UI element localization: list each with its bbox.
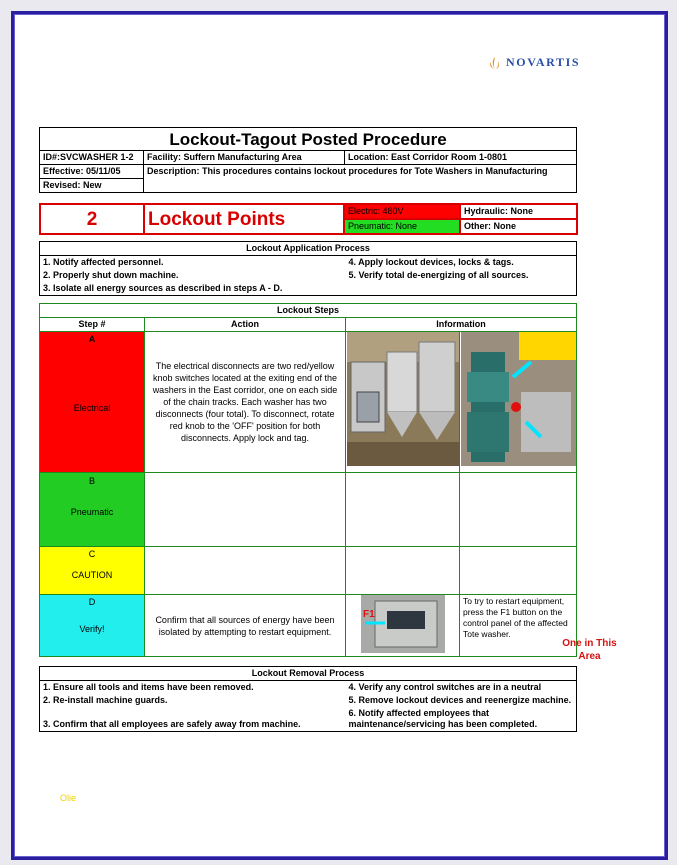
removal-step: 6. Notify affected employees that maintenance/servicing has been completed. (346, 707, 577, 732)
novartis-logo (488, 55, 580, 70)
step-action: The electrical disconnects are two red/yellow knob switches located at the exiting end of the washers in the East corridor, one on each side of the chain tracks. Each washer has two disconnects (four total). To disconnect, rotate red knob to the 'OFF' position for both disconnects. Apply lock and tag. (145, 332, 346, 473)
info-cell (346, 547, 460, 595)
removal-step: 4. Verify any control switches are in a neutral (346, 681, 577, 695)
step-action (145, 473, 346, 547)
step-letter: B (88, 476, 95, 486)
effective-date: Effective: 05/11/05 (40, 165, 144, 179)
location: Location: East Corridor Room 1-0801 (345, 151, 577, 165)
step-row-verify (40, 595, 577, 657)
step-action: Confirm that all sources of energy have been isolated by attempting to restart equipment. (145, 595, 346, 657)
f1-label: F1 (362, 609, 375, 620)
application-process (39, 241, 577, 296)
procedure-id: ID#:SVCWASHER 1-2 (40, 151, 144, 165)
step-row-electrical (40, 332, 577, 473)
application-step: 1. Notify affected personnel. (40, 256, 346, 270)
step-letter: D (88, 597, 96, 607)
removal-process (39, 666, 577, 732)
removal-title: Lockout Removal Process (40, 667, 577, 681)
step-action (145, 547, 346, 595)
lockout-count: 2 (40, 204, 144, 234)
step-row-caution (40, 547, 577, 595)
disconnect-photo-image (461, 332, 576, 466)
step-name: CAUTION (71, 570, 113, 580)
description: Description: This procedures contains lockout procedures for Tote Washers in Manufacturing (144, 165, 577, 193)
callout-label: One in This Area (562, 637, 617, 662)
page-title: Lockout-Tagout Posted Procedure (40, 128, 577, 151)
step-d-cell (40, 595, 145, 657)
footer-watermark: Olie (60, 793, 77, 803)
facility: Facility: Suffern Manufacturing Area (144, 151, 345, 165)
step-letter: A (88, 334, 96, 344)
control-panel-photo (346, 595, 460, 657)
removal-step: 1. Ensure all tools and items have been removed. (40, 681, 346, 695)
pneumatic-source: Pneumatic: None (344, 219, 460, 234)
application-title: Lockout Application Process (40, 242, 577, 256)
step-c-cell (40, 547, 145, 595)
control-panel-image (361, 595, 445, 653)
lockout-steps-table (39, 303, 617, 662)
info-cell (346, 473, 460, 547)
application-step: 3. Isolate all energy sources as described in steps A - D. (40, 282, 577, 296)
application-step: 2. Properly shut down machine. (40, 269, 346, 282)
col-information: Information (346, 318, 577, 332)
removal-step: 2. Re-install machine guards. (40, 694, 346, 707)
revised: Revised: New (40, 179, 144, 193)
step-b-cell (40, 473, 145, 547)
col-action: Action (145, 318, 346, 332)
logo-text: NOVARTIS (506, 55, 581, 69)
washer-photo (346, 332, 460, 473)
step-name: Pneumatic (70, 507, 114, 517)
removal-step: 3. Confirm that all employees are safely away from machine. (40, 707, 346, 732)
step-row-pneumatic (40, 473, 577, 547)
application-step: 5. Verify total de-energizing of all sources. (346, 269, 577, 282)
steps-title: Lockout Steps (40, 304, 577, 318)
electric-source: Electric: 480V (344, 204, 460, 219)
removal-step: 5. Remove lockout devices and reenergize machine. (346, 694, 577, 707)
info-cell (460, 473, 577, 547)
step-a-cell (40, 332, 145, 473)
step-letter: C (88, 549, 96, 559)
step-name: Verify! (79, 624, 105, 634)
lockout-points-label: Lockout Points (144, 204, 344, 234)
novartis-flame-icon (488, 56, 502, 70)
washer-photo-image (347, 332, 459, 466)
hydraulic-source: Hydraulic: None (460, 204, 577, 219)
header-table (39, 127, 577, 193)
lockout-points-table (39, 203, 578, 235)
step-info: To try to restart equipment, press the F1 button on the control panel of the affected Tote washer. (460, 595, 577, 657)
other-source: Other: None (460, 219, 577, 234)
col-step: Step # (40, 318, 145, 332)
info-cell (460, 547, 577, 595)
step-name: Electrical (73, 403, 111, 413)
application-step: 4. Apply lockout devices, locks & tags. (346, 256, 577, 270)
